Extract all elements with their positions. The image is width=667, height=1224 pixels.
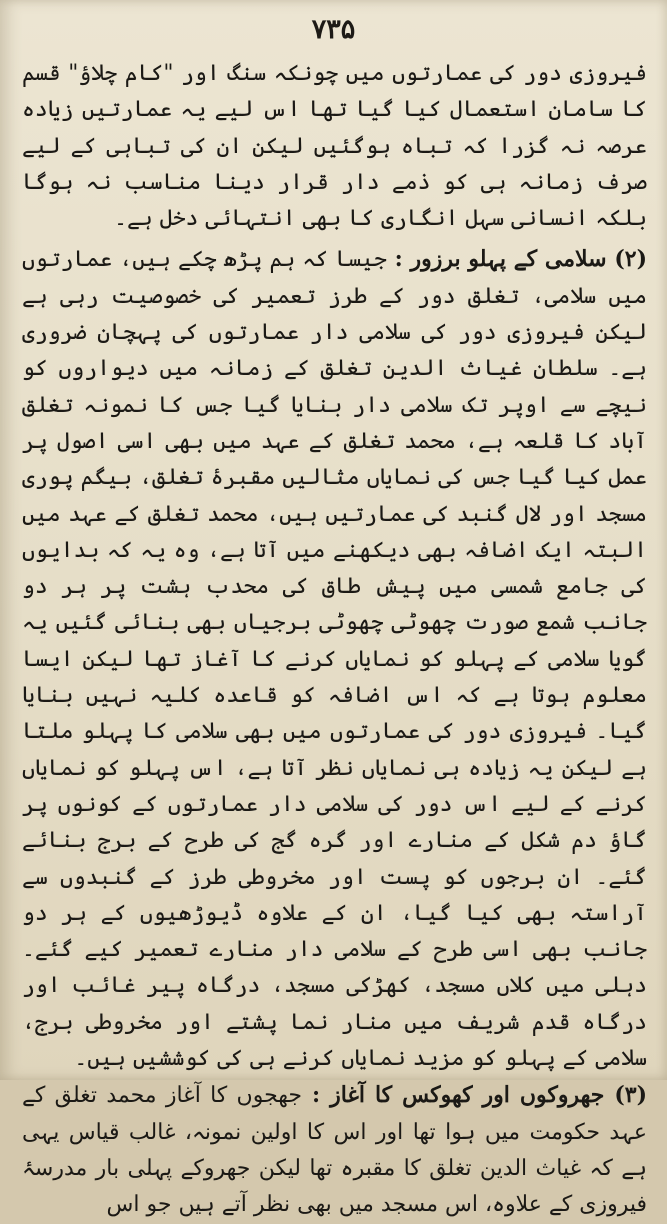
section-heading-2: (۲) سلامی کے پہلو برزور :: [386, 246, 647, 273]
page-body: [22, 56, 647, 1224]
paragraph-1-text: فیروزی دور کی عمارتوں میں چونکہ سنگ اور "کام چلاؤ" قسم کا سامان استعمال کیا گیا تھا اس لیے یہ عمارتیں زیادہ عرصہ نہ گزرا کہ تباہ ہوگئیں لیکن ان کی تباہی کے لیے صرف زمانہ ہی کو ذمے دار قرار دینا مناسب نہ ہوگا بلکہ انسانی سہل انگاری کا بھی انتہائی دخل ہے۔: [22, 61, 647, 232]
paragraph-3: [22, 1077, 647, 1223]
paragraph-3-text: جھجوں کا آغاز محمد تغلق کے عہد حکومت میں ہوا تھا اور اس کا اولین نمونہ، غالب قیاس یہی ہے کہ غیاث الدین تغلق کا مقبرہ تھا لیکن جھروکے پہلی بار مدرسۂ فیروزی کے علاوہ، اس مسجد میں بھی نظر آتے ہیں جو اس: [22, 1083, 647, 1218]
paragraph-1: [22, 56, 647, 237]
page-number: ۷۳۵: [311, 14, 356, 45]
paragraph-2-text: جیسا کہ ہم پڑھ چکے ہیں، عمارتوں میں سلامی، تغلق دور کے طرز تعمیر کی خصوصیت رہی ہے لیکن فیروزی دور کی سلامی دار عمارتوں کی پہچان ضروری ہے۔ سلطان غیاث الدین تغلق کے زمانہ میں دیواروں کو نیچے سے اوپر تک سلامی دار بنایا گیا جس کا نمونہ تغلق آباد کا قلعہ ہے، محمد تغلق کے عہد میں بھی اسی اصول پر عمل کیا گیا جس کی نمایاں مثالیں مقبرۂ تغلق، بیگم پوری مسجد اور لال گنبد کی عمارتیں ہیں، محمد تغلق کے عہد میں البتہ ایک اضافہ بھی دیکھنے میں آتا ہے، وہ یہ کہ بدایوں کی جامع شمسی میں پیش طاق کی محدب ہشت پر ہر دو جانب شمع صورت چھوٹی چھوٹی برجیاں بھی بنائی گئیں یہ گویا سلامی کے پہلو کو نمایاں کرنے کا آغاز تھا لیکن ایسا معلوم ہوتا ہے کہ اس اضافہ کو قاعدہ کلیہ نہیں بنایا گیا۔ فیروزی دور کی عمارتوں میں بھی سلامی کا پہلو ملتا ہے لیکن یہ زیادہ ہی نمایاں نظر آتا ہے، اس پہلو کو نمایاں کرنے کے لیے اس دور کی سلامی دار عمارتوں کے کونوں پر گاؤ دم شکل کے منارے اور گرہ گج کی طرح کے برج بنائے گئے۔ ان برجوں کو پست اور مخروطی طرز کے گنبدوں سے آراستہ بھی کیا گیا، ان کے علاوہ ڈیوڑھیوں کے ہر دو جانب بھی اسی طرح کے سلامی دار منارے تعمیر کیے گئے۔ دہلی میں کلاں مسجد، کھڑکی مسجد، درگاہ پیر غائب اور درگاہ قدم شریف میں منار نما پشتے اور مخروطی برج، سلامی کے پہلو کو مزید نمایاں کرنے ہی کی کوششیں ہیں۔: [22, 247, 647, 1072]
paragraph-2: [22, 241, 647, 1077]
section-heading-3: (۳) جھروکوں اور کھوکس کا آغاز :: [302, 1082, 647, 1109]
